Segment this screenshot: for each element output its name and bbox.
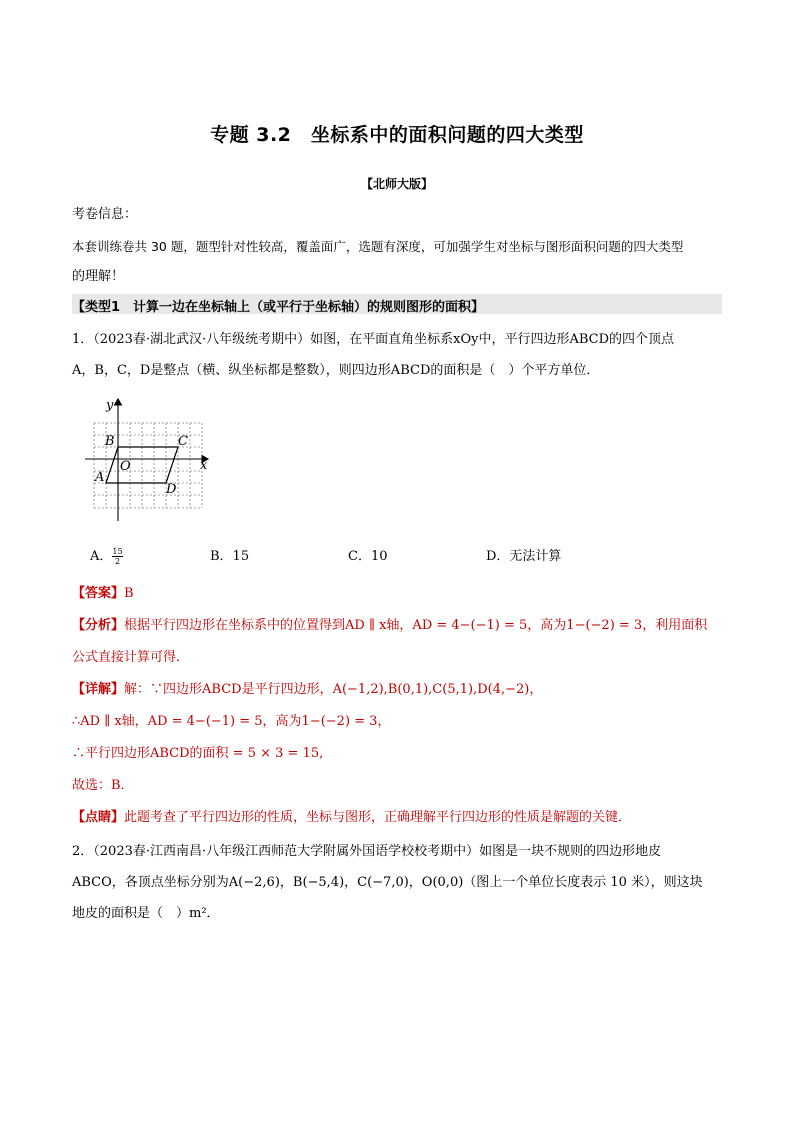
option-d: D．无法计算	[486, 549, 562, 564]
y-axis-label: y	[106, 398, 114, 413]
point-a-label: A	[95, 470, 105, 485]
edition-label: 【北师大版】	[360, 177, 433, 191]
analysis-line-2: 公式直接计算可得．	[72, 650, 190, 665]
detail-tag: 【详解】	[72, 682, 125, 697]
x-axis-label: x	[200, 458, 208, 473]
option-c: C．10	[348, 549, 388, 564]
question-2-line-1: 2．（2023春·江西南昌·八年级江西师范大学附属外国语学校校考期中）如图是一块不规则的四边形地皮	[72, 844, 662, 859]
detail-line-4: 故选：B．	[72, 778, 134, 793]
comment-tag: 【点睛】	[72, 810, 125, 825]
answer-tag: 【答案】	[72, 586, 125, 601]
answer-value: B	[124, 586, 134, 601]
question-1-line-1: 1．（2023春·湖北武汉·八年级统考期中）如图，在平面直角坐标系xOy中，平行四边形ABCD的四个顶点	[72, 332, 675, 347]
point-c-label: C	[178, 434, 188, 449]
parallelogram-figure	[80, 393, 220, 525]
point-b-label: B	[105, 434, 115, 449]
option-a-fraction: $\frac{15}{2}$	[112, 547, 123, 566]
question-2-line-3: 地皮的面积是（ ）m²．	[72, 906, 220, 921]
analysis-line-1: 【分析】根据平行四边形在坐标系中的位置得到AD ∥ x轴，AD = 4−(−1) = 5，高为1−(−2) = 3，利用面积	[72, 618, 708, 633]
page-title: 专题 3.2 坐标系中的面积问题的四大类型	[210, 124, 584, 146]
section-1-heading: 【类型1 计算一边在坐标轴上（或平行于坐标轴）的规则图形的面积】	[72, 300, 485, 315]
section-banner	[72, 294, 722, 314]
detail-line-2: ∴AD ∥ x轴，AD = 4−(−1) = 5，高为1−(−2) = 3，	[72, 714, 391, 729]
detail-line-3: ∴平行四边形ABCD的面积 = 5 × 3 = 15,	[72, 746, 324, 761]
intro-line-2: 的理解！	[72, 269, 125, 284]
option-a: A． $\frac{15}{2}$	[90, 547, 123, 566]
answer-line	[72, 582, 134, 601]
comment-line: 【点睛】此题考查了平行四边形的性质，坐标与图形，正确理解平行四边形的性质是解题的关键．	[72, 810, 632, 825]
question-2-line-2: ABCO，各顶点坐标分别为A(−2,6)，B(−5,4)，C(−7,0)，O(0,0)（图上一个单位长度表示 10 米），则这块	[72, 875, 703, 890]
detail-line-1: 【详解】解：∵四边形ABCD是平行四边形，A(−1,2),B(0,1),C(5,1),D(4,−2)，	[72, 682, 543, 697]
origin-label: O	[120, 459, 131, 474]
option-b: B．15	[210, 549, 250, 564]
question-1-line-2: A，B，C，D是整点（横、纵坐标都是整数），则四边形ABCD的面积是（ ）个平方单位．	[72, 363, 600, 378]
point-d-label: D	[166, 482, 177, 497]
analysis-tag: 【分析】	[72, 618, 125, 633]
intro-label: 考卷信息：	[72, 207, 138, 222]
intro-line-1: 本套训练卷共 30 题，题型针对性较高，覆盖面广，选题有深度，可加强学生对坐标与图形面积问题的四大类型	[72, 239, 684, 254]
